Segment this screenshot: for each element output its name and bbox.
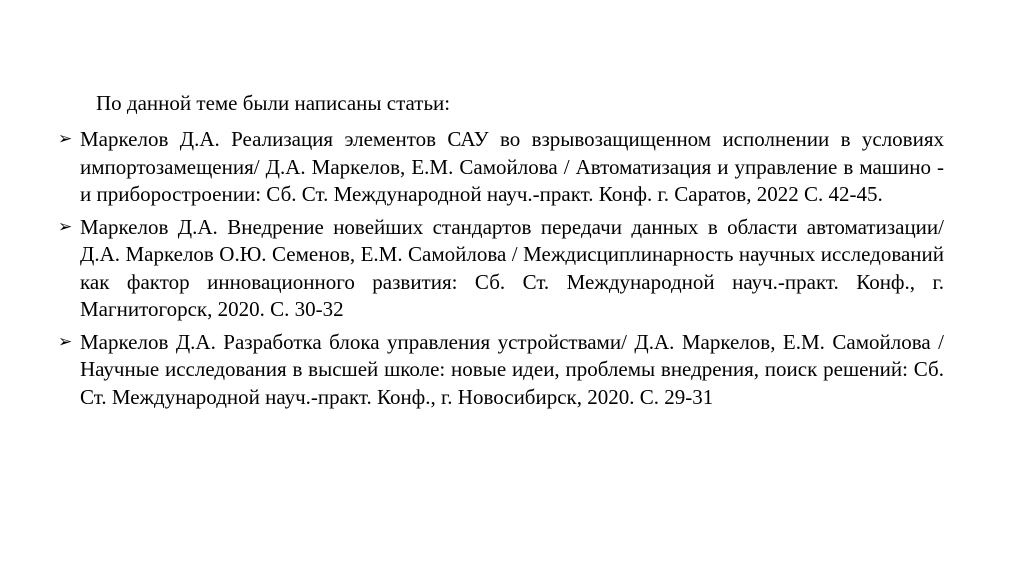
reference-text: Маркелов Д.А. Реализация элементов САУ во взрывозащищенном исполнении в условиях импортозамещения/ Д.А. Маркелов, Е.М. Самойлова / Автоматизация и управление в машино - и приборостроении: Сб. Ст. Международной науч.-практ. Конф. г. Саратов, 2022 С. 42-45. — [80, 127, 944, 206]
intro-text: По данной теме были написаны статьи: — [96, 91, 451, 115]
reference-text: Маркелов Д.А. Разработка блока управления устройствами/ Д.А. Маркелов, Е.М. Самойлова / Научные исследования в высшей школе: новые идеи, проблемы внедрения, поиск решений: Сб. Ст. Международной науч.-практ. Конф., г. Новосибирск, 2020. С. 29-31 — [80, 329, 944, 409]
arrow-bullet-icon: ➢ — [58, 216, 73, 237]
reference-text: Маркелов Д.А. Внедрение новейших стандартов передачи данных в области автоматизации/ Д.А. Маркелов О.Ю. Семенов, Е.М. Самойлова / Междисциплинарность научных исследований как фактор инновационного развития: Сб. Ст. Международной науч.-практ. Конф., г. Магнитогорск, 2020. С. 30-32 — [80, 214, 944, 321]
reference-item — [58, 214, 944, 324]
arrow-bullet-icon: ➢ — [58, 331, 73, 352]
reference-item — [58, 126, 944, 209]
arrow-bullet-icon: ➢ — [58, 129, 73, 149]
reference-list — [58, 126, 944, 416]
reference-item — [58, 329, 944, 412]
